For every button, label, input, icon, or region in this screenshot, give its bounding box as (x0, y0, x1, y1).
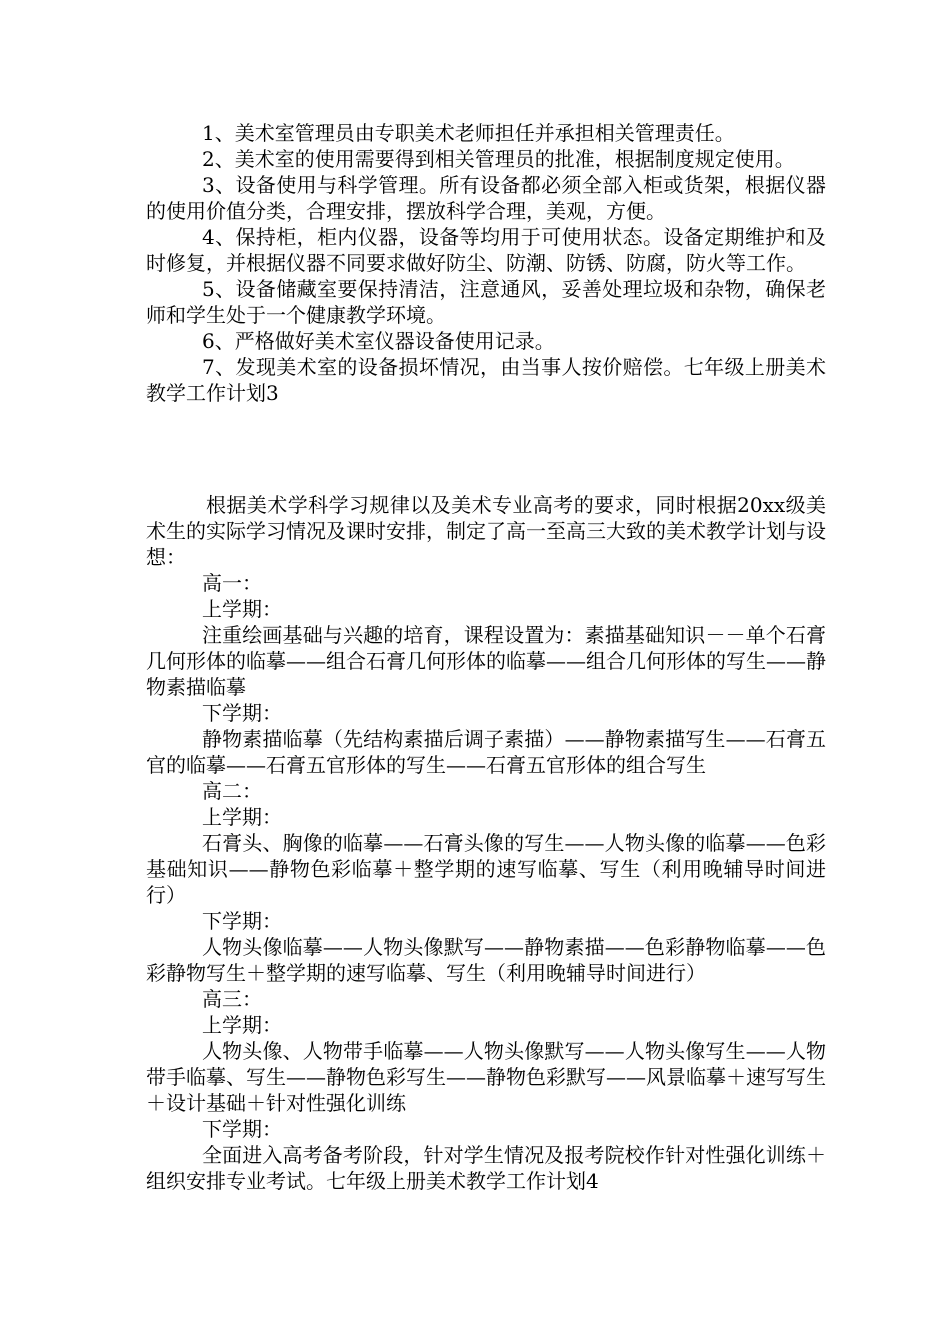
rule-item-1: 1、美术室管理员由专职美术老师担任并承担相关管理责任。 (202, 121, 735, 145)
grade3-term1-text: 人物头像、人物带手临摹——人物头像默写——人物头像写生——人物带手临摹、写生——静物色彩写生——静物色彩默写——风景临摹＋速写写生＋设计基础＋针对性强化训练 (146, 1039, 826, 1115)
grade2-label: 高二： (202, 779, 262, 803)
rule-item-5: 5、设备储藏室要保持清洁，注意通风，妥善处理垃圾和杂物，确保老师和学生处于一个健康教学环境。 (146, 277, 826, 327)
rule-item-7: 7、发现美术室的设备损坏情况，由当事人按价赔偿。七年级上册美术教学工作计划3 (146, 355, 826, 405)
grade1-term2-label: 下学期： (202, 701, 282, 725)
grade1-label: 高一： (202, 571, 262, 595)
grade2-term2-text: 人物头像临摹——人物头像默写——静物素描——色彩静物临摹——色彩静物写生＋整学期的速写临摹、写生（利用晚辅导时间进行） (146, 935, 826, 985)
grade3-term1-label: 上学期： (202, 1013, 282, 1037)
rule-item-4: 4、保持柜，柜内仪器，设备等均用于可使用状态。设备定期维护和及时修复，并根据仪器不同要求做好防尘、防潮、防锈、防腐，防火等工作。 (146, 225, 826, 275)
grade2-term1-label: 上学期： (202, 805, 282, 829)
rule-item-6: 6、严格做好美术室仪器设备使用记录。 (202, 329, 555, 353)
grade1-term1-text: 注重绘画基础与兴趣的培育，课程设置为：素描基础知识－－单个石膏几何形体的临摹——组合石膏几何形体的临摹——组合几何形体的写生——静物素描临摹 (146, 623, 826, 699)
grade2-term1-text: 石膏头、胸像的临摹——石膏头像的写生——人物头像的临摹——色彩基础知识——静物色彩临摹＋整学期的速写临摹、写生（利用晚辅导时间进行） (146, 831, 826, 907)
rule-item-2: 2、美术室的使用需要得到相关管理员的批准，根据制度规定使用。 (202, 147, 795, 171)
teaching-plan-section (146, 492, 826, 1194)
grade1-term1-label: 上学期： (202, 597, 282, 621)
grade3-term2-text: 全面进入高考备考阶段，针对学生情况及报考院校作针对性强化训练＋组织安排专业考试。七年级上册美术教学工作计划4 (146, 1143, 826, 1193)
grade2-term2-label: 下学期： (202, 909, 282, 933)
rule-item-3: 3、设备使用与科学管理。所有设备都必须全部入柜或货架，根据仪器的使用价值分类，合理安排，摆放科学合理，美观，方便。 (146, 173, 826, 223)
grade3-label: 高三： (202, 987, 262, 1011)
grade1-term2-text: 静物素描临摹（先结构素描后调子素描）——静物素描写生——石膏五官的临摹——石膏五官形体的写生——石膏五官形体的组合写生 (146, 727, 826, 777)
plan-intro: 根据美术学科学习规律以及美术专业高考的要求，同时根据20xx级美术生的实际学习情况及课时安排，制定了高一至高三大致的美术教学计划与设想： (146, 493, 826, 569)
grade3-term2-label: 下学期： (202, 1117, 282, 1141)
rules-section (146, 120, 826, 406)
